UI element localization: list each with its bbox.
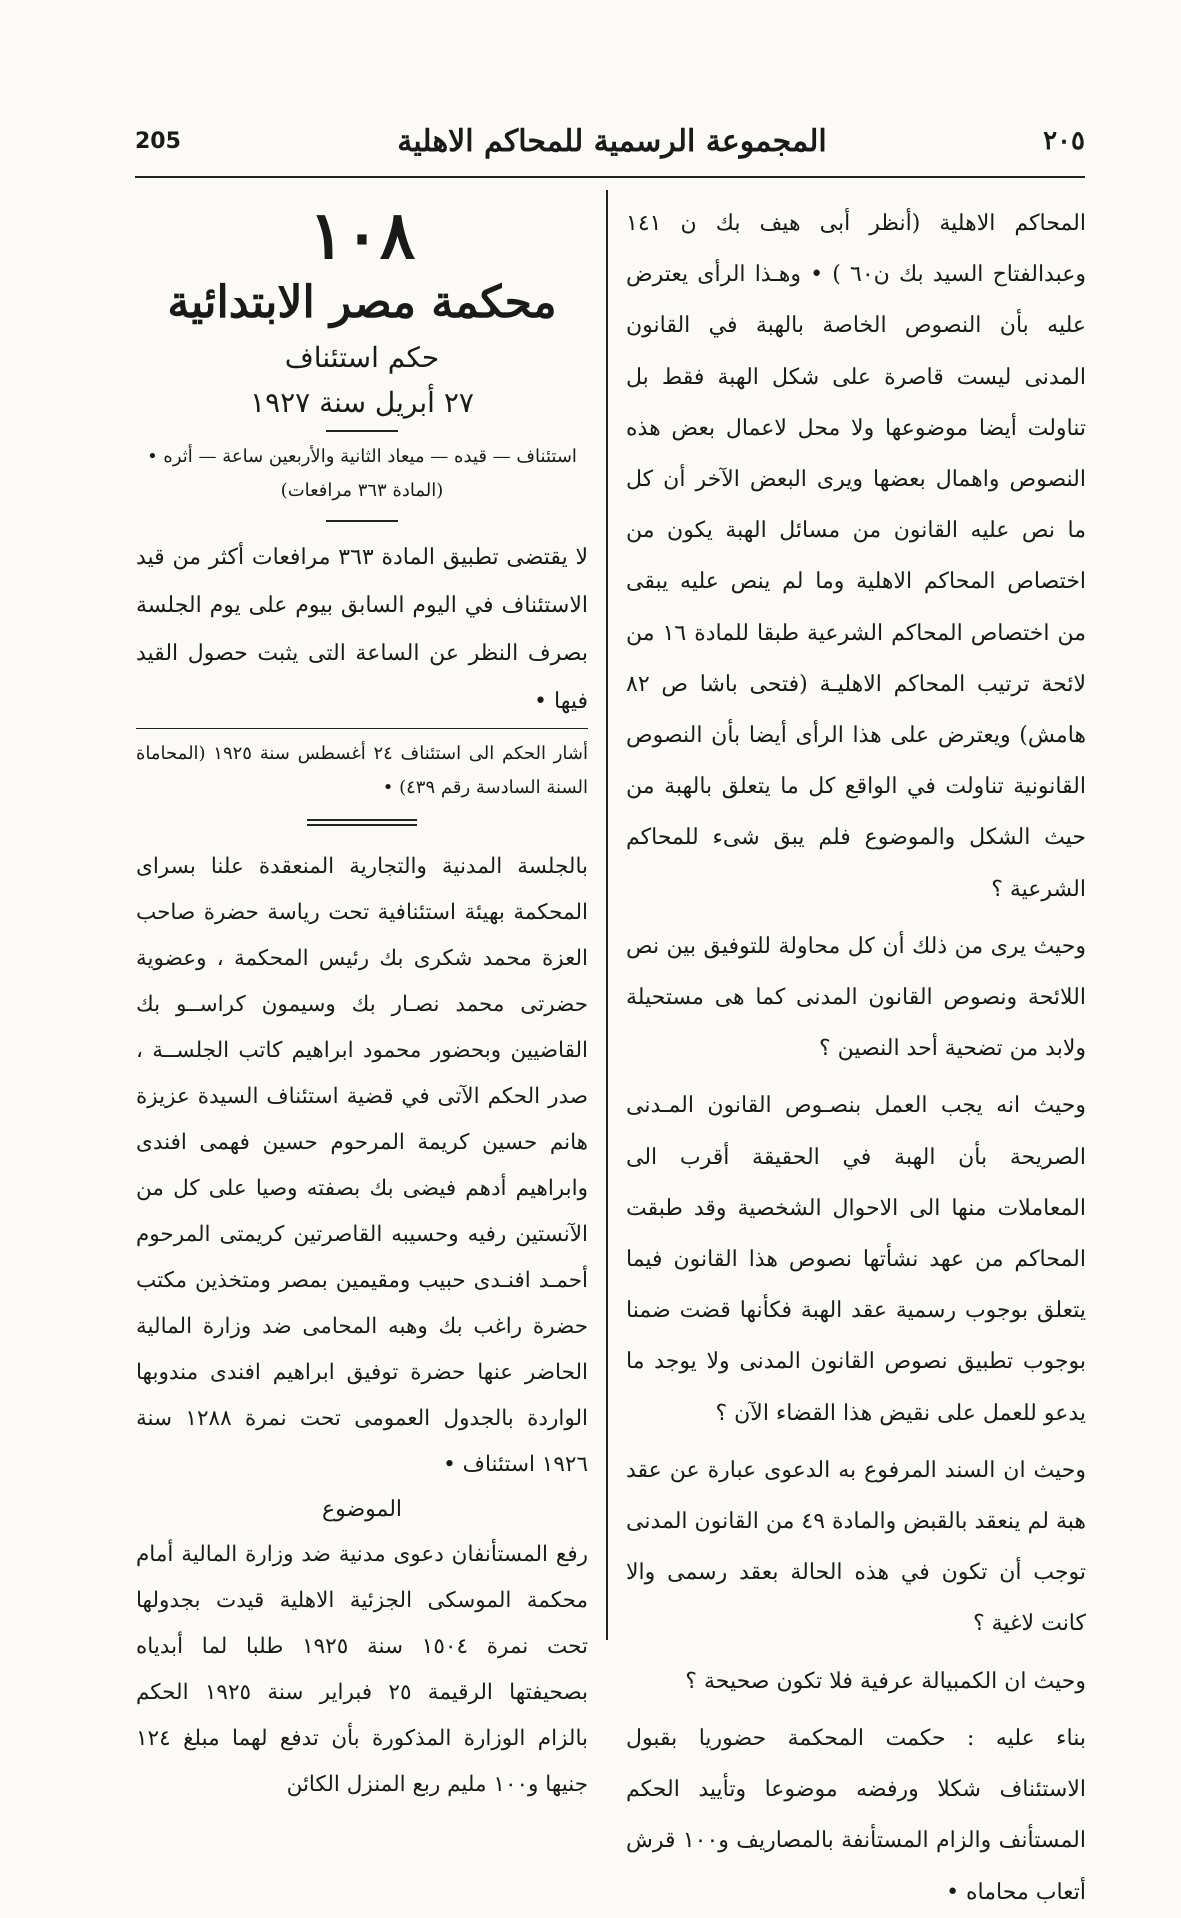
separator-rule: [326, 430, 398, 432]
case-number: ١٠٨: [308, 196, 416, 274]
separator-rule: [326, 520, 398, 522]
paragraph-doctrine: المحاكم الاهلية (أنظر أبى هيف بك ن ١٤١ وعبدالفتاح السيد بك ن٦٠ ) • وهـذا الرأى يعترض عليه بأن النصوص الخاصة بالهبة في القانون المدنى ليست قاصرة على شكل الهبة فقط بل تناولت أيضا موضوعها ولا محل لاعمال بعض هذه النصوص واهمال بعضها ويرى البعض الآخر أن كل ما نص عليه القانون من مسائل الهبة يكون من اختصاص المحاكم الاهلية وما لم ينص عليه يبقى من اختصاص المحاكم الشرعية طبقا للمادة ١٦ من لائحة ترتيب المحاكم الاهليـة (فتحى باشا ص ٨٢ هامش) ويعترض على هذا الرأى أيضا بأن النصوص القانونية تناولت في الواقع كل ما يتعلق بالهبة من حيث الشكل والموضوع فلم يبق شىء للمحاكم الشرعية ؟: [626, 211, 1086, 902]
column-divider: [606, 190, 608, 1640]
article-reference: (المادة ٣٦٣ مرافعات): [280, 480, 444, 501]
paragraph-gift-deed: وحيث ان السند المرفوع به الدعوى عبارة عن عقد هبة لم ينعقد بالقبض والمادة ٤٩ من القانون المدنى توجب أن تكون في هذه الحالة بعقد رسمى والا كانت لاغية ؟: [626, 1457, 1086, 1637]
page-number-latin: 205: [135, 128, 181, 154]
subject-paragraph: رفع المستأنفان دعوى مدنية ضد وزارة المالية أمام محكمة الموسكى الجزئية الاهلية قيدت بجدولها تحت نمرة ١٥٠٤ سنة ١٩٢٥ طلبا لما أبدياه بصحيفتها الرقيمة ٢٥ فبراير سنة ١٩٢٥ الحكم بالزام الوزارة المذكورة بأن تدفع لهما مبلغ ١٢٤ جنيها و١٠٠ مليم ربع المنزل الكائن: [136, 1542, 589, 1797]
header-rule: [135, 176, 1085, 178]
page-header: [135, 118, 1085, 164]
paragraph-reconciliation: وحيث يرى من ذلك أن كل محاولة للتوفيق بين نص اللائحة ونصوص القانون المدنى كما هى مستحيلة ولابد من تضحية أحد النصين ؟: [626, 933, 1086, 1062]
paragraph-verdict: بناء عليه : حكمت المحكمة حضوريا بقبول الاستئناف شكلا ورفضه موضوعا وتأييد الحكم المستأنف والزام المستأنفة بالمصاريف و١٠٠ قرش أتعاب محاماه •: [626, 1725, 1087, 1905]
running-title: المجموعة الرسمية للمحاكم الاهلية: [397, 123, 827, 159]
judgment-date: ٢٧ أبريل سنة ١٩٢٧: [250, 386, 474, 419]
keywords-line: استئناف — قيده — ميعاد الثانية والأربعين ساعة — أثره •: [147, 446, 577, 467]
paragraph-civil-law: وحيث انه يجب العمل بنصـوص القانون المـدنى الصريحة بأن الهبة في الحقيقة أقرب الى المعاملات منها الى الاحوال الشخصية وقد طبقت المحاكم من عهد نشأتها نصوص هذا القانون فيما يتعلق بوجوب رسمية عقد الهبة فكأنها قضت ضمنا بوجوب تطبيق نصوص القانون المدنى ولا يوجد ما يدعو للعمل على نقيض هذا القضاء الآن ؟: [626, 1093, 1086, 1426]
left-column: [136, 198, 588, 1808]
paragraph-bill: وحيث ان الكمبيالة عرفية فلا تكون صحيحة ؟: [685, 1668, 1086, 1694]
reference-note: أشار الحكم الى استئناف ٢٤ أغسطس سنة ١٩٢٥ (المحاماة السنة السادسة رقم ٤٣٩) •: [136, 743, 589, 798]
double-separator-rule: [307, 819, 417, 826]
page-number-arabic: ٢٠٥: [1043, 126, 1085, 156]
right-column: [626, 198, 1086, 1918]
judgment-type: حكم استئناف: [284, 341, 440, 374]
ruling-summary: لا يقتضى تطبيق المادة ٣٦٣ مرافعات أكثر من قيد الاستئناف في اليوم السابق بيوم على يوم الجلسة بصرف النظر عن الساعة التى يثبت حصول القيد فيها •: [136, 545, 589, 714]
court-name: محكمة مصر الابتدائية: [167, 277, 557, 328]
summary-underline: [136, 728, 588, 729]
section-heading: الموضوع: [321, 1497, 403, 1522]
session-paragraph: بالجلسة المدنية والتجارية المنعقدة علنا بسراى المحكمة بهيئة استئنافية تحت رياسة حضرة صاحب العزة محمد شكرى بك رئيس المحكمة ، وعضوية حضرتى محمد نصـار بك وسيمون كراســو بك القاضيين وبحضور محمود ابراهيم كاتب الجلســة ، صدر الحكم الآتى في قضية استئناف السيدة عزيزة هانم حسين كريمة المرحوم حسين فهمى افندى وابراهيم أدهم فيضى بك بصفته وصيا على كل من الآنستين رفيه وحسيبه القاصرتين كريمتى المرحوم أحمـد افنـدى حبيب ومقيمين بمصر ومتخذين مكتب حضرة راغب بك وهبه المحامى ضد وزارة المالية الحاضر عنها حضرة توفيق ابراهيم افندى مندوبها الواردة بالجدول العمومى تحت نمرة ١٢٨٨ سنة ١٩٢٦ استئناف •: [136, 854, 588, 1477]
